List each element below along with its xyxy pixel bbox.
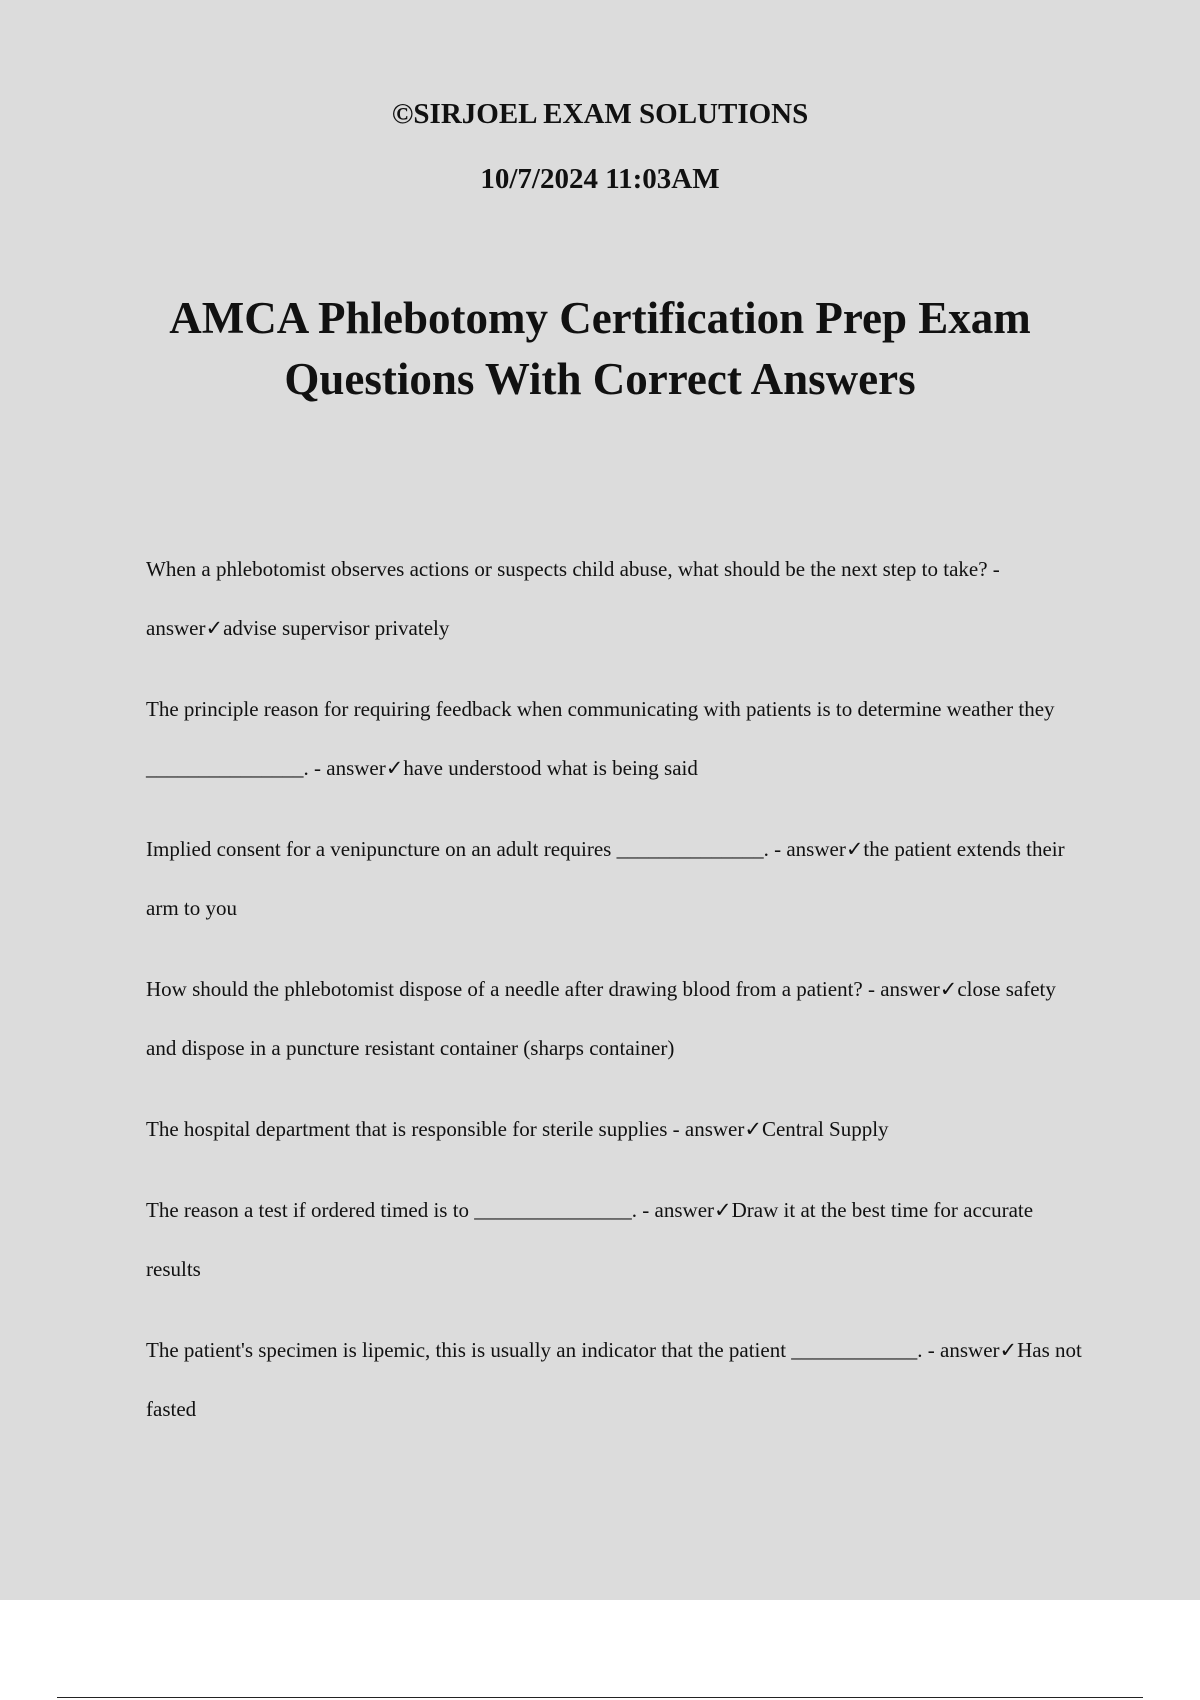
question-text: How should the phlebotomist dispose of a needle after drawing blood from a patient? - answer bbox=[146, 977, 940, 1001]
qa-item bbox=[146, 1321, 1086, 1439]
answer-text: the patient extends their arm to you bbox=[146, 837, 1065, 920]
document-title: AMCA Phlebotomy Certification Prep Exam Questions With Correct Answers bbox=[169, 293, 1031, 404]
question-text: The hospital department that is responsible for sterile supplies - answer bbox=[146, 1117, 745, 1141]
copyright-line: ©SIRJOEL EXAM SOLUTIONS bbox=[391, 98, 809, 130]
qa-item bbox=[146, 820, 1086, 938]
answer-text: advise supervisor privately bbox=[223, 616, 450, 640]
timestamp-line: 10/7/2024 11:03AM bbox=[480, 163, 720, 195]
question-text: Implied consent for a venipuncture on an adult requires ______________. - answer bbox=[146, 837, 846, 861]
qa-item bbox=[146, 540, 1086, 658]
qa-item bbox=[146, 960, 1086, 1078]
checkmark-icon: ✓ bbox=[999, 1338, 1018, 1362]
answer-text: Central Supply bbox=[761, 1117, 889, 1141]
footer-divider bbox=[57, 1697, 1143, 1698]
answer-text: close safety and dispose in a puncture resistant container (sharps container) bbox=[146, 977, 1056, 1060]
question-text: The reason a test if ordered timed is to _______________. - answer bbox=[146, 1198, 715, 1222]
question-text: The principle reason for requiring feedback when communicating with patients is to determine weather they _______________. - answer bbox=[146, 697, 1055, 780]
checkmark-icon: ✓ bbox=[714, 1198, 732, 1222]
qa-item bbox=[146, 1100, 1086, 1159]
checkmark-icon: ✓ bbox=[939, 977, 958, 1001]
qa-item bbox=[146, 680, 1086, 798]
qa-list bbox=[146, 540, 1086, 1461]
answer-text: Has not fasted bbox=[146, 1338, 1082, 1421]
checkmark-icon: ✓ bbox=[385, 756, 404, 780]
checkmark-icon: ✓ bbox=[845, 837, 864, 861]
question-text: When a phlebotomist observes actions or suspects child abuse, what should be the next step to take? - answer bbox=[146, 557, 1000, 640]
qa-item bbox=[146, 1181, 1086, 1299]
checkmark-icon: ✓ bbox=[744, 1117, 762, 1141]
question-text: The patient's specimen is lipemic, this is usually an indicator that the patient ____________. - answer bbox=[146, 1338, 1000, 1362]
answer-text: have understood what is being said bbox=[403, 756, 698, 780]
checkmark-icon: ✓ bbox=[205, 616, 224, 640]
answer-text: Draw it at the best time for accurate results bbox=[146, 1198, 1034, 1281]
